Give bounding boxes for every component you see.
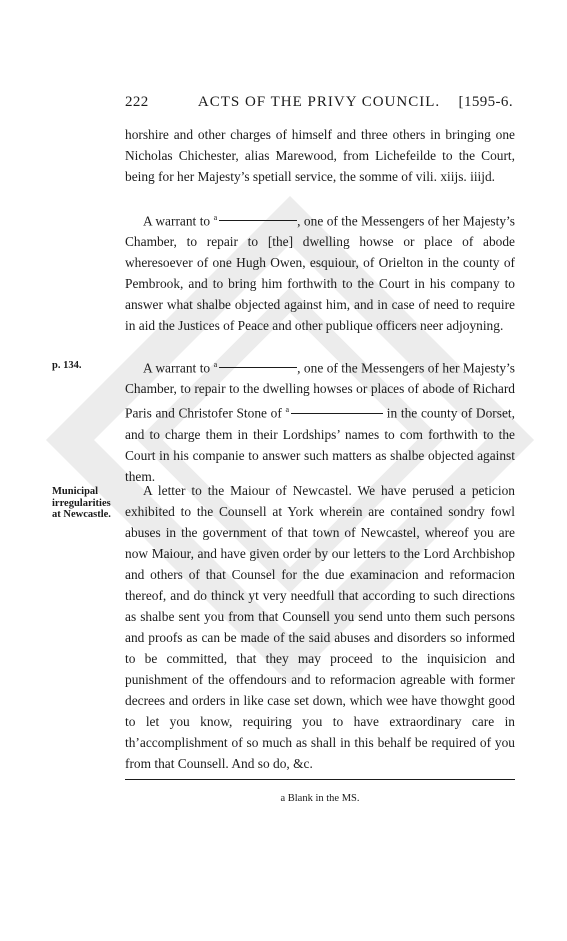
paragraph-2 [125, 207, 515, 336]
margin-page-ref: p. 134. [52, 360, 82, 371]
footnote-rule [125, 779, 515, 780]
margin-subject-note: Municipal irregularities at Newcastle. [52, 486, 111, 520]
header-year: [1595-6. [458, 94, 513, 110]
paragraph-2-end: , one of the Messengers of her Majesty’s Chamber, to repair to [the] dwelling howse or place of abode wheresoever of one Hugh Owen, esquiour, of Orielton in the county of Pembrook, and to bring him forthwith to the Court in his company to answer what shalbe objected against him, and in case of need to require in aid the Justices of Peace and other publique officers neer adjoyning. [125, 213, 515, 334]
paragraph-4 [125, 480, 515, 774]
page-number: 222 [125, 94, 149, 110]
running-header [125, 94, 513, 114]
paragraph-3 [125, 354, 515, 487]
paragraph-4-text: A letter to the Maiour of Newcastel. We have perused a peticion exhibited to the Counsell at York wherein are contained sondry fowl abuses in the government of that town of Newcastel, whereof you are now Maiour, and have given order by our letters to the Lord Archbishop and others of that Counsel for the due examinacion and reformacion thereof, and do thinck yt very needfull that according to such directions as shalbe sent you from that Counsell you send unto them such persons and proofs as can be made of the said abuses and disorders so informed to be committed, that they may proceed to the inquisicion and punishment of the offendours and to reformacion agreable with former decrees and orders in like case set down, which wee have thowght good to let you know, requiring you to have extraordinary care in th’accomplishment of so much as shall in this behalf be required of you from that Counsell. And so do, &c. [125, 483, 515, 771]
paragraph-1-text: horshire and other charges of himself and three others in bringing one Nicholas Chichester, alias Marewood, from Lichefeilde to the Court, being for her Majesty’s spetiall service, the somme of vili. xiijs. iiijd. [125, 127, 515, 184]
footnote-mark: a [213, 360, 218, 369]
running-title: ACTS OF THE PRIVY COUNCIL. [197, 94, 441, 110]
blank-line [219, 220, 297, 221]
footnote: a Blank in the MS. [280, 793, 360, 804]
paragraph-3-mid: , one of the Messengers of her Majesty’s Chamber, to repair to the dwelling howses or places of abode of Richard Paris and Christofer Stone of [125, 360, 515, 421]
footnote-mark: a [285, 405, 290, 415]
paragraph-3-start: A warrant to [143, 360, 214, 376]
blank-line [291, 413, 383, 414]
paragraph-3-end: in the county of Dorset, and to charge them in their Lordships’ names to com forthwith to the Court in his companie to answer such matters as shalbe objected against them. [125, 405, 515, 484]
paragraph-1 [125, 124, 515, 187]
footnote-mark: a [213, 213, 218, 222]
blank-line [219, 367, 297, 368]
paragraph-2-start: A warrant to [143, 213, 214, 229]
